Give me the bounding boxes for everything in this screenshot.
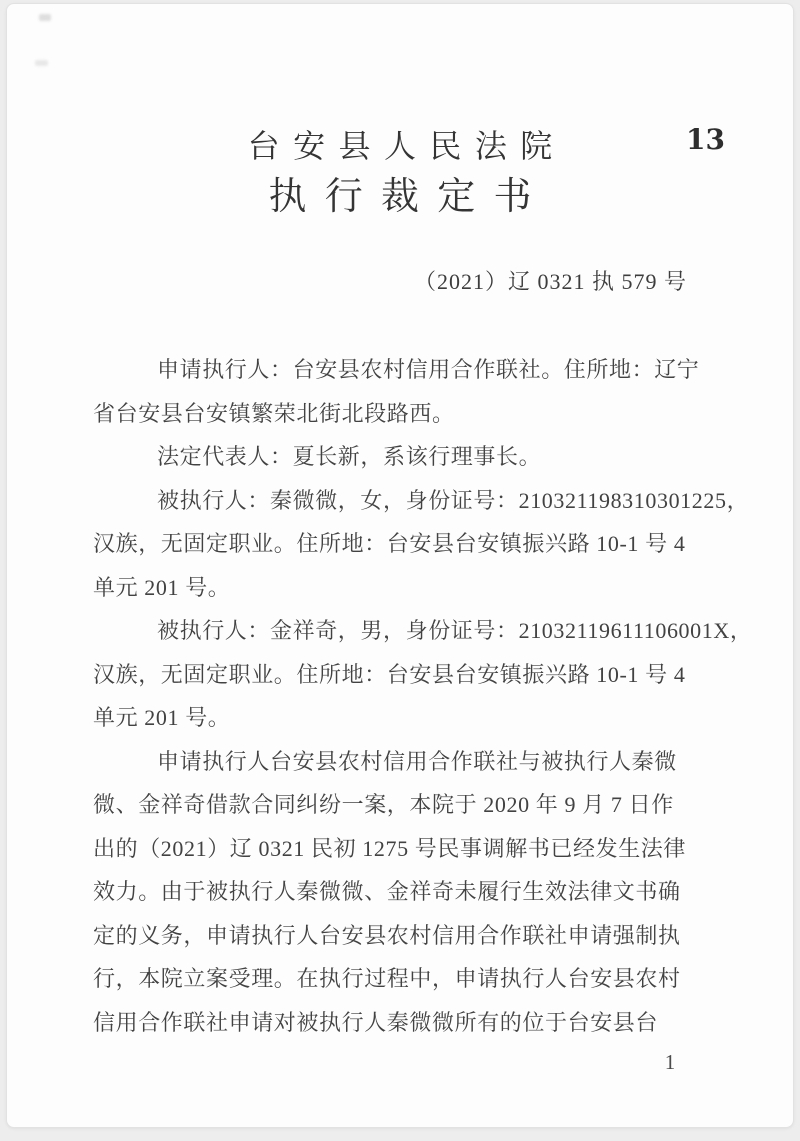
body-line: 信用合作联社申请对被执行人秦微微所有的位于台安县台: [93, 1009, 659, 1035]
body-line: 汉族，无固定职业。住所地：台安县台安镇振兴路 10-1 号 4: [93, 661, 686, 687]
scan-artifact: [39, 14, 51, 21]
document-title: 执行裁定书: [268, 176, 550, 218]
body-line: 省台安县台安镇繁荣北街北段路西。: [93, 400, 455, 426]
page-number: 1: [664, 1050, 676, 1074]
body-line: 法定代表人：夏长新，系该行理事长。: [157, 444, 542, 469]
body-line: 效力。由于被执行人秦微微、金祥奇未履行生效法律文书确: [93, 879, 681, 904]
body-line: 行，本院立案受理。在执行过程中，申请执行人台安县农村: [93, 966, 681, 991]
body-line: 申请执行人：台安县农村信用合作联社。住所地：辽宁: [157, 357, 700, 382]
court-name: 台安县人民法院: [247, 128, 566, 164]
sheet-number: 13: [686, 123, 725, 156]
body-line: 单元 201 号。: [93, 705, 231, 730]
body-line: 单元 201 号。: [93, 574, 231, 600]
body-line: 被执行人：金祥奇，男，身份证号：21032119611106001X，: [157, 618, 753, 643]
body-line: 出的（2021）辽 0321 民初 1275 号民事调解书已经发生法律: [93, 835, 687, 861]
body-line: 汉族，无固定职业。住所地：台安县台安镇振兴路 10-1 号 4: [93, 531, 686, 556]
document-body: [93, 348, 753, 1044]
document-page: [6, 3, 794, 1128]
body-line: 微、金祥奇借款合同纠纷一案，本院于 2020 年 9 月 7 日作: [93, 792, 674, 817]
scan-artifact: [35, 60, 48, 66]
body-line: 定的义务，申请执行人台安县农村信用合作联社申请强制执: [93, 922, 681, 948]
case-number: （2021）辽 0321 执 579 号: [413, 269, 687, 294]
body-line: 被执行人：秦微微，女，身份证号：210321198310301225，: [157, 487, 750, 513]
body-line: 申请执行人台安县农村信用合作联社与被执行人秦微: [157, 748, 677, 774]
